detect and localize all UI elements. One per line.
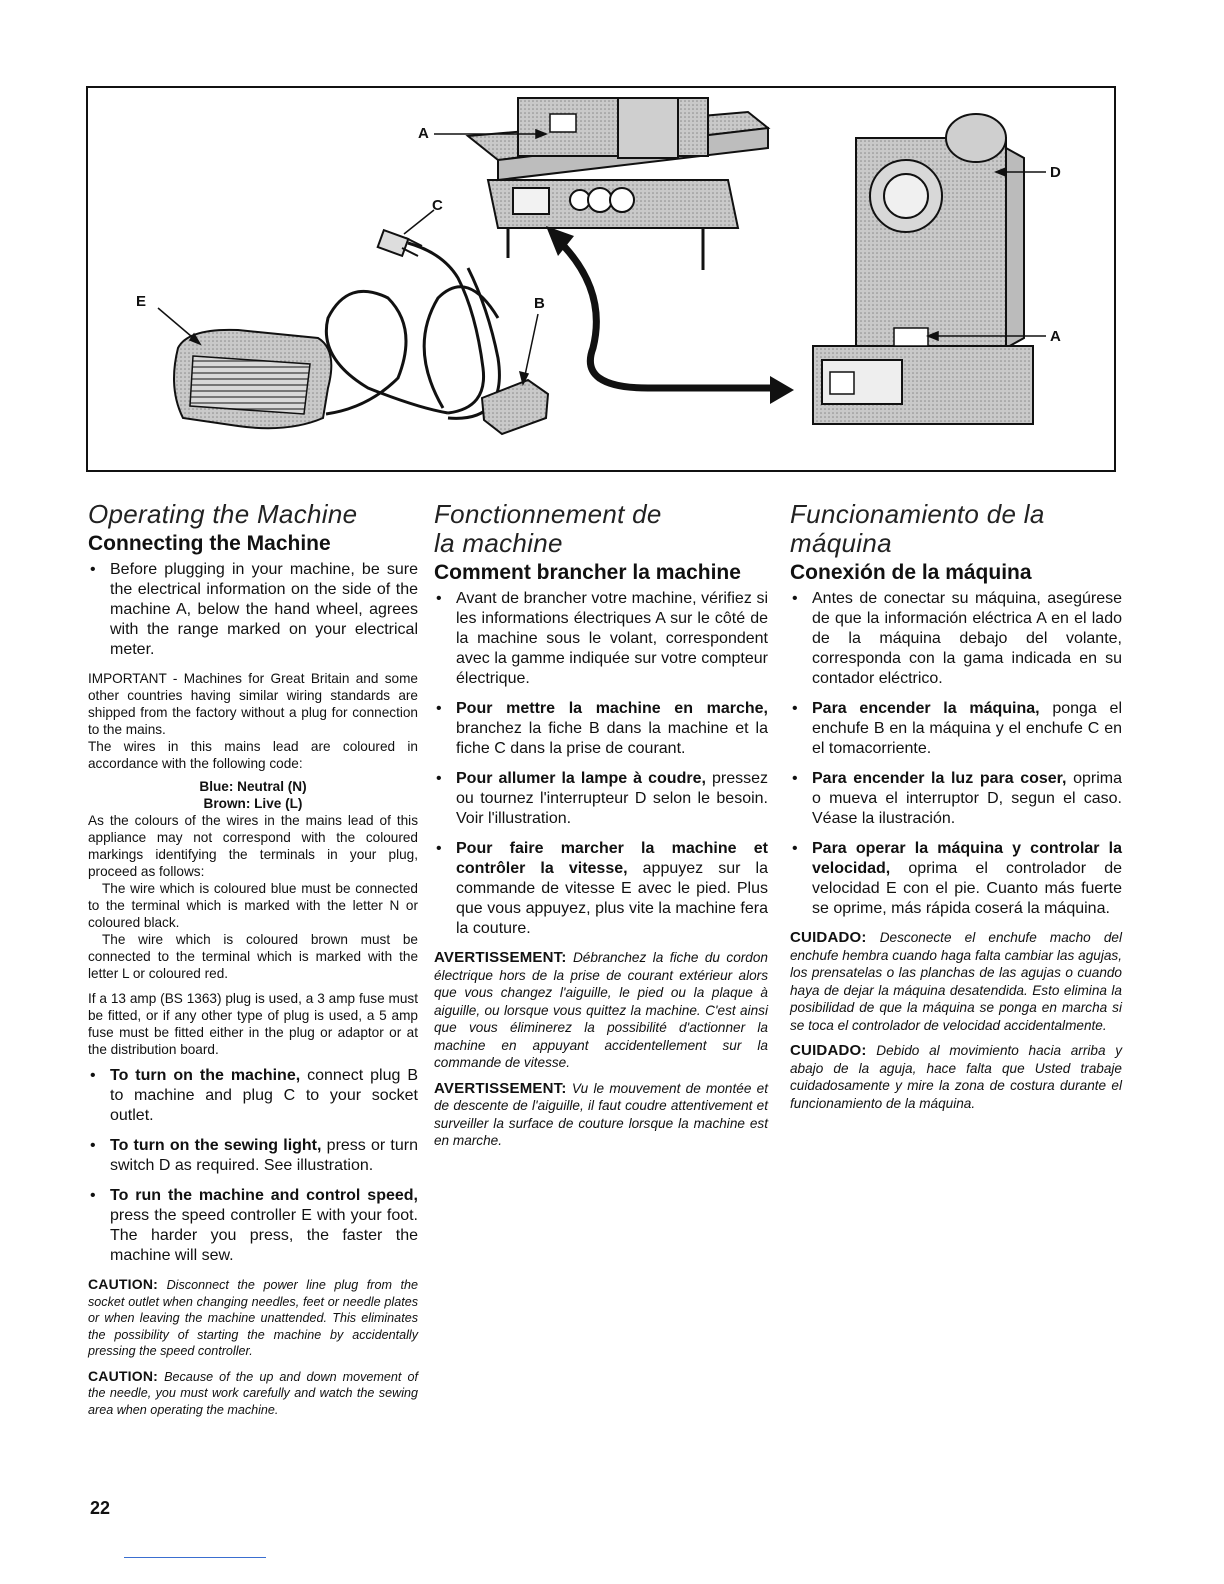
en-subtitle: Connecting the Machine [88,532,331,555]
spanish-column [790,500,1122,1120]
es-section-title: Funcionamiento de la máquina [790,499,1045,558]
machine-base-underside [468,98,768,270]
es-caution-2: CUIDADO: Debido al movimiento hacia arriba y abajo de la aguja, hace falta que Usted trabaje cuidadosamente y mire la zona de costura durante el funcionamiento de la máquina. [790,1042,1122,1111]
en-wires-code: The wires in this mains lead are coloured in accordance with the following code: [88,739,418,771]
en-bullet-list-1 [88,560,418,660]
es-bullet-list [790,589,1122,919]
fr-bullet-lamp: • Pour allumer la lampe à coudre, pressez ou tournez l'interrupteur D selon le besoin. Voir l'illustration. [434,769,768,829]
callout-b: B [534,295,545,312]
en-bullet-run: • To run the machine and control speed, press the speed controller E with your foot. The harder you press, the faster the machine will sew. [88,1186,418,1266]
en-bullet-turn-on: • To turn on the machine, connect plug B to machine and plug C to your socket outlet. [88,1066,418,1126]
fr-warning-2: AVERTISSEMENT: Vu le mouvement de montée et de descente de l'aiguille, il faut coudre attentivement et surveiller la surface de couture lorsque la machine est en marche. [434,1079,768,1148]
callout-a-right: A [1050,328,1061,345]
es-bullet-on: • Para encender la máquina, ponga el enchufe B en la máquina y el enchufe C en el tomacorriente. [790,699,1122,759]
en-brown-wire: The wire which is coloured brown must be connected to the terminal which is marked with the letter L or coloured red. [88,932,418,981]
en-code-blue: Blue: Neutral (N) [199,779,307,794]
french-column [434,500,768,1158]
fr-bullet-check-electrical: • Avant de brancher votre machine, vérifiez si les informations électriques A sur le côté de la machine sous le volant, correspondent avec la gamme indiquée sur votre compteur électrique. [434,589,768,689]
callout-d: D [1050,164,1061,181]
en-bullet-light: • To turn on the sewing light, press or turn switch D as required. See illustration. [88,1136,418,1176]
en-code-brown: Brown: Live (L) [203,796,303,811]
en-bullet-list-2 [88,1066,418,1266]
fr-bullet-list [434,589,768,939]
english-column [88,500,418,1426]
es-subtitle: Conexión de la máquina [790,561,1032,584]
es-bullet-light: • Para encender la luz para coser, oprima o mueva el interruptor D, segun el caso. Véase la ilustración. [790,769,1122,829]
en-caution-1: CAUTION: Disconnect the power line plug from the socket outlet when changing needles, feet or needle plates or when leaving the machine unattended. This eliminates the possibility of starting the machine by accidentally pressing the speed controller. [88,1276,418,1358]
fr-bullet-speed: • Pour faire marcher la machine et contrôler la vitesse, appuyez sur la commande de vitesse E avec le pied. Plus que vous appuyez, plus vite la machine fera la couture. [434,839,768,939]
callout-e: E [136,293,147,310]
en-caution-2: CAUTION: Because of the up and down movement of the needle, you must work carefully and watch the sewing area when operating the machine. [88,1367,418,1417]
direction-arrow [546,226,794,404]
es-caution-1: CUIDADO: Desconecte el enchufe macho del enchufe hembra cuando haga falta cambiar las agujas, los prensatelas o las planchas de las agujas o cuando haya de dejar la máquina desatendida. Esto elimina la posibilidad de que la máquina se ponga en marcha si se toca el controlador de velocidad accidentalmente. [790,929,1122,1033]
plug-b [482,380,548,434]
fr-section-title: Fonctionnement de la machine [434,499,662,558]
es-bullet-check-electrical: • Antes de conectar su máquina, asegúrese de que la información eléctrica A en el lado de la máquina debajo del volante, corresponda con la gama indicada en su contador eléctrico. [790,589,1122,689]
plug-c [378,230,422,256]
machine-side-view [813,114,1033,424]
machine-connection-drawing [88,88,1114,470]
fr-bullet-start: • Pour mettre la machine en marche, branchez la fiche B dans la machine et la fiche C dans la prise de courant. [434,699,768,759]
power-cords [326,243,499,418]
page-number: 22 [90,1498,111,1518]
callout-a-top: A [418,125,429,142]
en-blue-wire: The wire which is coloured blue must be connected to the terminal which is marked with the letter N or coloured black. [88,881,418,930]
fr-warning-1: AVERTISSEMENT: Débranchez la fiche du cordon électrique hors de la prise de courant extérieur alors que vous changez l'aiguille, le pied ou la plaque à aiguille, ou lorsque vous quittez la machine. C'est ainsi que vous éliminerez la possibilité d'actionner la machine en appuyant accidentellement sur la commande de vitesse. [434,949,768,1070]
connection-illustration [86,86,1116,472]
foot-speed-controller [174,330,331,428]
callout-c: C [432,197,443,214]
en-section-title: Operating the Machine [88,499,358,529]
es-bullet-speed: • Para operar la máquina y controlar la velocidad, oprima el controlador de velocidad E con el pie. Cuanto más fuerte se oprime, más rápida coserá la máquina. [790,839,1122,919]
en-colours-note: As the colours of the wires in the mains lead of this appliance may not correspond with the coloured markings identifying the terminals in your plug, proceed as follows: [88,813,418,879]
en-bullet-check-electrical: • Before plugging in your machine, be sure the electrical information on the side of the machine A, below the hand wheel, agrees with the range marked on your electrical meter. [88,560,418,660]
en-fuse-note: If a 13 amp (BS 1363) plug is used, a 3 amp fuse must be fitted, or if any other type of plug is used, a 5 amp fuse must be fitted either in the plug or adaptor or at the distribution board. [88,991,418,1057]
en-important: IMPORTANT - Machines for Great Britain and some other countries having similar wiring standards are shipped from the factory without a plug for connection to the mains. [88,671,418,737]
footer-rule [124,1557,266,1558]
fr-subtitle: Comment brancher la machine [434,561,741,584]
